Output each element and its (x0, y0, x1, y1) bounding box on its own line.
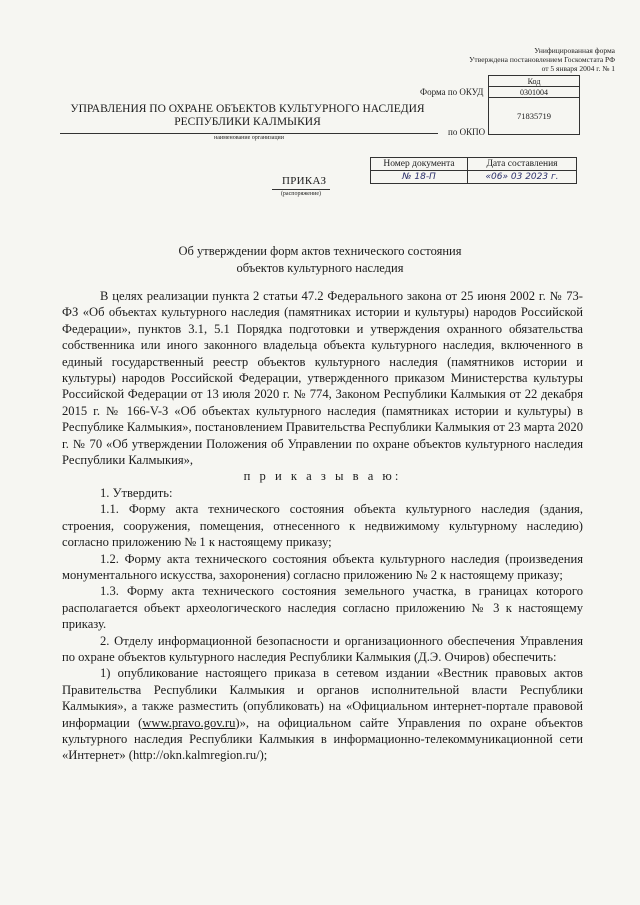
okpo-value: 71835719 (489, 98, 580, 135)
date-header: Дата составления (468, 158, 577, 171)
organization-line1: УПРАВЛЕНИЯ ПО ОХРАНЕ ОБЪЕКТОВ КУЛЬТУРНОГО НАСЛЕДИЯ (70, 103, 425, 115)
item-2-1-text-a: 1) опубликование настоящего приказа в сетевом издании «Вестник правовых актов Правительства Республики Калмыкия и органов исполнительной власти Республики Калмыкия», а также разместить (опубликовать) на «Официальном интернет-портале правовой информации ( (62, 666, 583, 730)
order-label: ПРИКАЗ (282, 175, 327, 187)
codes-table (488, 75, 580, 135)
form-note-line2: Утверждена постановлением Госкомстата РФ (469, 55, 615, 64)
organization-name (50, 103, 445, 129)
item-2-1-text-b: )», на официальном сайте Управления по охране объектов культурного наследия Республики Калмыкия в информационно-телекоммуникационной сети «Интернет» (http://okn.kalmregion.ru/); (62, 715, 583, 763)
order-underline (272, 189, 330, 190)
doc-number-header: Номер документа (371, 158, 468, 171)
item-2-1 (62, 665, 583, 763)
preamble-paragraph: В целях реализации пункта 2 статьи 47.2 Федерального закона от 25 июня 2002 г. № 73-ФЗ «Об объектах культурного наследия (памятниках истории и культуры) народов Российской Федерации», пунктов 3.1, 5.1 Порядка подготовки и утверждения охранного обязательства собственника или иного законного владельца объекта культурного наследия, включенного в единый государственный реестр объектов культурного наследия (памятников истории и культуры) народов Российской Федерации, утвержденного приказом Министерства культуры Российской Федерации от 13 июля 2020 г. № 774, Законом Республики Калмыкия от 22 декабря 2015 г. № 166-V-З «Об объектах культурного наследия (памятниках истории и культуры) в Республике Калмыкия», постановлением Правительства Республики Калмыкия от 23 марта 2020 г. № 70 «Об утверждении Положения об Управлении по охране объектов культурного наследия Республики Калмыкия», (62, 289, 583, 468)
form-approval-note (355, 46, 615, 73)
organization-caption: наименование организации (214, 135, 284, 141)
item-1-2: 1.2. Форму акта технического состояния объекта культурного наследия (произведения монументального искусства, захоронения) согласно приложению № 2 к настоящему приказу; (62, 551, 583, 582)
date-value: «06» 03 2023 г. (468, 171, 577, 184)
item-1: 1. Утвердить: (100, 485, 173, 500)
codes-header: Код (489, 76, 580, 87)
pravo-link[interactable]: www.pravo.gov.ru (142, 715, 236, 730)
title-line1: Об утверждении форм актов технического состояния (178, 244, 462, 258)
okud-label: Форма по ОКУД (420, 87, 484, 97)
form-note-line1: Унифицированная форма (534, 46, 615, 55)
form-note-line3: от 5 января 2004 г. № 1 (541, 64, 615, 73)
title-line2: объектов культурного наследия (236, 261, 404, 275)
item-1-3: 1.3. Форму акта технического состояния земельного участка, в границах которого располагается объект археологического наследия согласно приложению № 3 к настоящему приказу. (62, 584, 583, 632)
document-body (62, 288, 583, 764)
okud-value: 0301004 (489, 87, 580, 98)
okpo-label: по ОКПО (448, 127, 486, 137)
organization-underline (60, 133, 438, 134)
orders-heading: п р и к а з ы в а ю: (243, 469, 402, 484)
doc-number-value: № 18-П (371, 171, 468, 184)
item-2: 2. Отделу информационной безопасности и организационного обеспечения Управления по охране объектов культурного наследия Республики Калмыкия (Д.Э. Очиров) обеспечить: (62, 633, 583, 664)
order-caption: (распоряжение) (280, 191, 322, 197)
item-1-1: 1.1. Форму акта технического состояния объекта культурного наследия (здания, строения, сооружения, помещения, отнесенного к недвижимому культурному наследию) согласно приложению № 1 к настоящему приказу; (62, 502, 583, 550)
document-number-table (370, 157, 577, 184)
organization-line2: РЕСПУБЛИКИ КАЛМЫКИЯ (174, 116, 321, 128)
document-title (100, 243, 540, 277)
